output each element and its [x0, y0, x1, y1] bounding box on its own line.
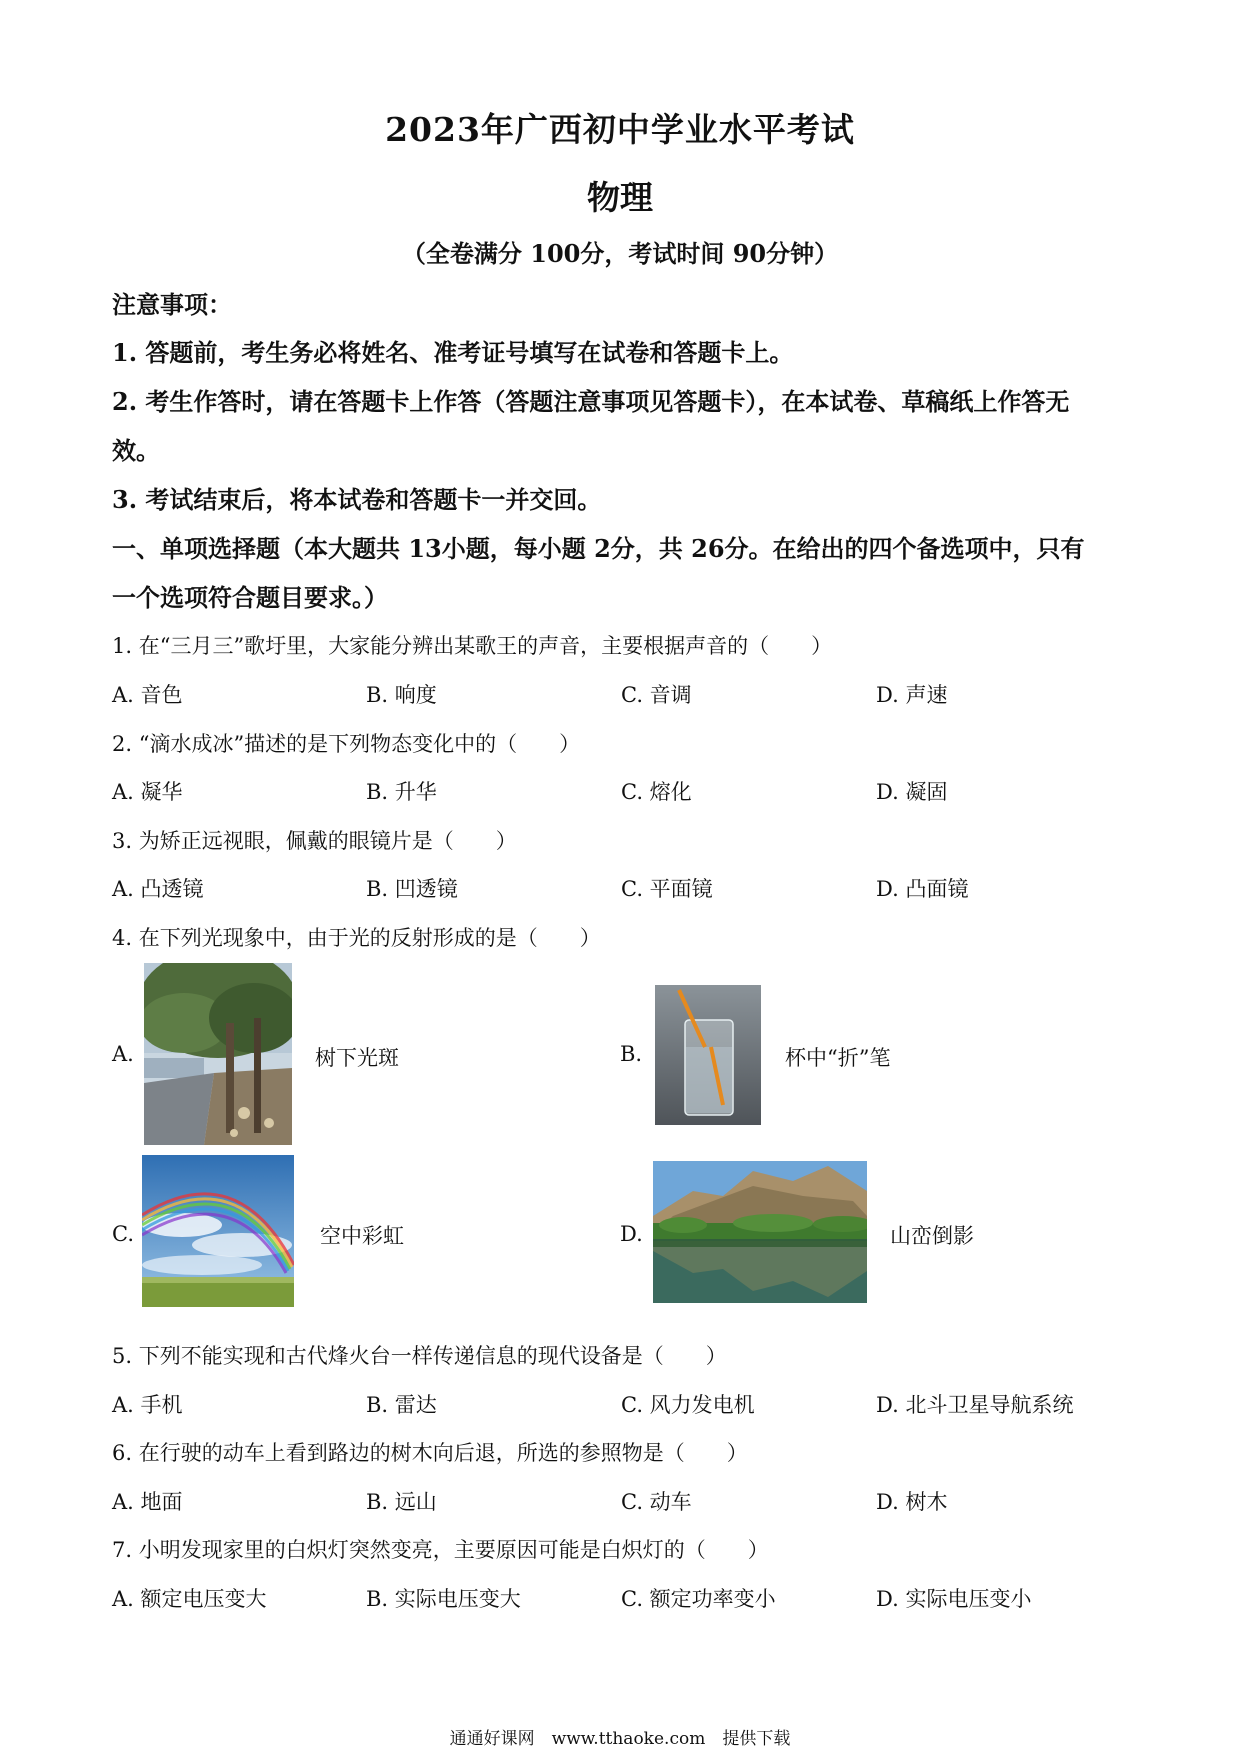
q5-option-b: B. 雷达 — [366, 1393, 437, 1417]
notice-item-2: 2. 考生作答时，请在答题卡上作答（答题注意事项见答题卡），在本试卷、草稿纸上作答无 — [112, 387, 1070, 416]
bent-pencil-photo — [655, 985, 761, 1125]
q1-option-a: A. 音色 — [112, 683, 183, 707]
q6-option-d: D. 树木 — [876, 1490, 948, 1514]
q5-option-d: D. 北斗卫星导航系统 — [876, 1393, 1074, 1417]
question-7-stem: 7. 小明发现家里的白炽灯突然变亮，主要原因可能是白炽灯的（ ） — [112, 1538, 769, 1562]
q7-option-a: A. 额定电压变大 — [112, 1587, 267, 1611]
q2-option-c: C. 熔化 — [621, 780, 692, 804]
footer-source: 通通好课网 www.tthaoke.com 提供下载 — [449, 1729, 791, 1749]
q1-option-b: B. 响度 — [366, 683, 437, 707]
q1-option-d: D. 声速 — [876, 683, 948, 707]
score-time-line: （全卷满分 100分，考试时间 90分钟） — [401, 239, 839, 268]
q3-option-c: C. 平面镜 — [621, 877, 713, 901]
section-heading: 一、单项选择题（本大题共 13小题，每小题 2分，共 26分。在给出的四个备选项中，只有 — [112, 534, 1085, 563]
q3-option-b: B. 凹透镜 — [366, 877, 458, 901]
q4-option-d-letter: D. — [620, 1222, 643, 1246]
q4-option-a-letter: A. — [112, 1042, 134, 1066]
q5-option-a: A. 手机 — [112, 1393, 183, 1417]
notice-heading: 注意事项： — [112, 290, 232, 319]
q4-option-b-label: 杯中“折”笔 — [785, 1046, 891, 1070]
q6-option-b: B. 远山 — [366, 1490, 437, 1514]
question-2-stem: 2. “滴水成冰”描述的是下列物态变化中的（ ） — [112, 732, 581, 756]
q4-option-d-label: 山峦倒影 — [890, 1224, 974, 1248]
question-3-stem: 3. 为矫正远视眼，佩戴的眼镜片是（ ） — [112, 829, 517, 853]
mountain-reflection-photo — [653, 1161, 867, 1303]
q7-option-d: D. 实际电压变小 — [876, 1587, 1032, 1611]
q3-option-a: A. 凸透镜 — [112, 877, 204, 901]
q4-option-c-label: 空中彩虹 — [320, 1224, 404, 1248]
subject-title: 物理 — [587, 178, 653, 217]
question-5-stem: 5. 下列不能实现和古代烽火台一样传递信息的现代设备是（ ） — [112, 1344, 727, 1368]
q1-option-c: C. 音调 — [621, 683, 692, 707]
rainbow-photo — [142, 1155, 294, 1307]
q4-option-a-label: 树下光斑 — [315, 1046, 399, 1070]
exam-title: 2023年广西初中学业水平考试 — [385, 110, 855, 149]
notice-item-1: 1. 答题前，考生务必将姓名、准考证号填写在试卷和答题卡上。 — [112, 338, 794, 367]
notice-item-2-cont: 效。 — [112, 436, 160, 465]
q4-option-b-letter: B. — [620, 1042, 643, 1066]
q6-option-c: C. 动车 — [621, 1490, 692, 1514]
q4-option-c-letter: C. — [112, 1222, 134, 1246]
q2-option-b: B. 升华 — [366, 780, 437, 804]
tree-shade-photo — [144, 963, 292, 1145]
q2-option-a: A. 凝华 — [112, 780, 183, 804]
q3-option-d: D. 凸面镜 — [876, 877, 969, 901]
q5-option-c: C. 风力发电机 — [621, 1393, 755, 1417]
question-6-stem: 6. 在行驶的动车上看到路边的树木向后退，所选的参照物是（ ） — [112, 1441, 748, 1465]
q2-option-d: D. 凝固 — [876, 780, 948, 804]
question-1-stem: 1. 在“三月三”歌圩里，大家能分辨出某歌王的声音，主要根据声音的（ ） — [112, 634, 833, 658]
section-heading-cont: 一个选项符合题目要求。） — [112, 583, 388, 612]
q7-option-b: B. 实际电压变大 — [366, 1587, 521, 1611]
q6-option-a: A. 地面 — [112, 1490, 183, 1514]
question-4-stem: 4. 在下列光现象中，由于光的反射形成的是（ ） — [112, 926, 601, 950]
q7-option-c: C. 额定功率变小 — [621, 1587, 776, 1611]
notice-item-3: 3. 考试结束后，将本试卷和答题卡一并交回。 — [112, 485, 602, 514]
